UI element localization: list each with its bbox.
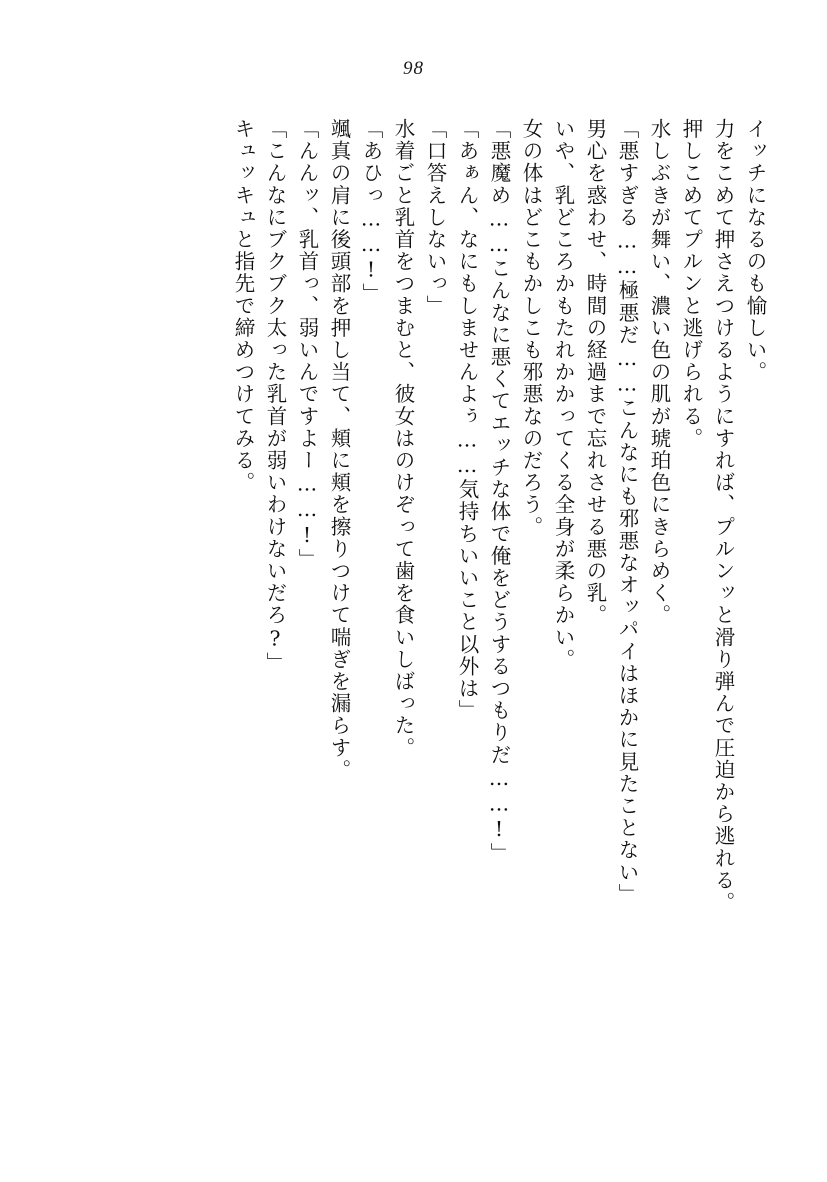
text-line: 「こんなにブクブク太った乳首が弱いわけないだろ?」 — [263, 118, 287, 674]
text-line: 水着ごと乳首をつまむと、彼女はのけぞって歯を食いしばった。 — [391, 118, 415, 759]
text-line: 押しこめてプルンと逃げられる。 — [679, 118, 703, 450]
text-line: いや、乳どころかもたれかかってくる全身が柔らかい。 — [551, 118, 575, 671]
text-line: 男心を惑わせ、時間の経過まで忘れさせる悪の乳。 — [583, 118, 607, 627]
page-number: 98 — [403, 58, 424, 79]
vertical-text-body — [62, 118, 765, 1048]
text-line: 「んんッ、乳首っ、弱いんですよー……!」 — [295, 118, 319, 571]
text-line: 水しぶきが舞い、濃い色の肌が琥珀色にきらめく。 — [647, 118, 671, 627]
text-line: 「口答えしないっ」 — [423, 118, 447, 317]
text-line: 女の体はどこもかしこも邪悪なのだろう。 — [519, 118, 543, 538]
text-line: 力をこめて押さえつけるようにすれば、プルンッと滑り弾んで圧迫から逃れる。 — [711, 118, 735, 914]
text-line: イッチになるのも愉しい。 — [743, 118, 767, 384]
text-line: キュッキュと指先で締めつけてみる。 — [231, 118, 255, 494]
text-line: 「悪すぎる……極悪だ……こんなにも邪悪なオッパイはほかに見たことない」 — [615, 118, 639, 906]
text-line: 「あぁん、なにもしませんよぅ……気持ちいいこと以外は」 — [455, 118, 479, 722]
text-line: 「悪魔め……こんなに悪くてエッチな体で俺をどうするつもりだ……!」 — [487, 118, 511, 865]
text-line: 颯真の肩に後頭部を押し当て、頬に頬を擦りつけて喘ぎを漏らす。 — [327, 118, 351, 781]
text-line: 「あひっ……!」 — [359, 118, 383, 306]
